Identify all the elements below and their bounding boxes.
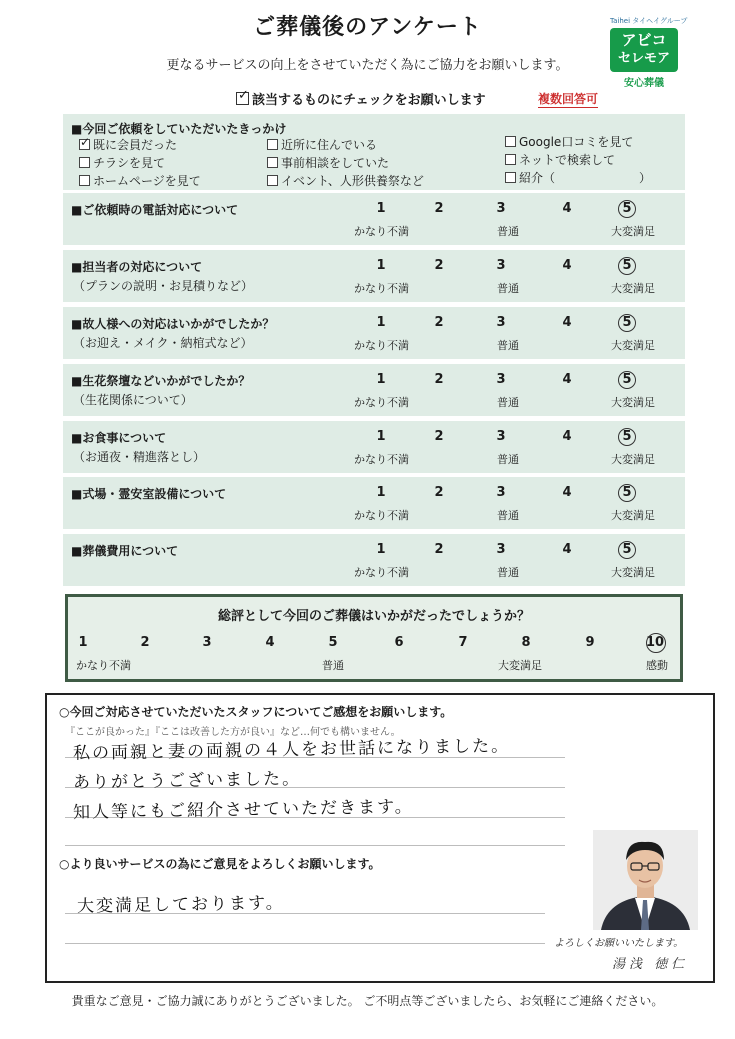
rating-subtitle: （生花関係について） [73,393,193,407]
scale-label-mid: 普通 [497,339,519,352]
selected-circle-icon [618,484,636,502]
question-staff-hint: 『ここが良かった』『ここは改善した方が良い』など…何でも構いません。 [65,727,401,738]
rating-option-2[interactable]: 2 [434,315,444,330]
staff-portrait-icon [593,830,698,930]
rating-option-5[interactable]: 5 [622,429,632,444]
instruction-text: 該当するものにチェックをお願いします [252,93,486,108]
rating-title: ■生花祭壇などいかがでしたか？ [71,374,251,388]
option-homepage[interactable] [79,172,201,189]
option-consult[interactable] [267,154,389,171]
handwritten-answer-line-1: 私の両親と妻の両親の４人をお世話になりました。 [72,736,511,764]
page-subtitle: 更なるサービスの向上をさせていただく為にご協力をお願いします。 [166,58,569,73]
answer-line [65,845,565,846]
checkbox[interactable] [267,157,278,168]
overall-label-mid: 普通 [322,659,344,672]
overall-option-5[interactable]: 5 [328,635,338,650]
rating-option-5[interactable]: 5 [622,315,632,330]
checkbox[interactable] [267,175,278,186]
rating-option-2[interactable]: 2 [434,429,444,444]
selected-circle-icon [618,257,636,275]
rating-option-1[interactable]: 1 [376,429,386,444]
overall-label-top: 感動 [646,659,668,672]
scale-label-mid: 普通 [497,509,519,522]
multi-answer-note: 複数回答可 [538,92,599,106]
company-logo [610,28,678,72]
option-member[interactable] [79,136,177,153]
rating-option-4[interactable]: 4 [562,372,572,387]
scale-label-high: 大変満足 [611,453,655,466]
option-label: 既に会員だった [93,138,178,152]
rating-option-5[interactable]: 5 [622,485,632,500]
rating-option-4[interactable]: 4 [562,258,572,273]
scale-label-low: かなり不満 [354,396,409,409]
rating-option-1[interactable]: 1 [376,485,386,500]
overall-option-7[interactable]: 7 [458,635,468,650]
rating-option-2[interactable]: 2 [434,542,444,557]
rating-title: ■お食事について [71,431,167,445]
overall-option-3[interactable]: 3 [202,635,212,650]
rating-option-4[interactable]: 4 [562,542,572,557]
rating-title: ■担当者の対応について [71,260,203,274]
handwritten-answer-line-3: 知人等にもご紹介させていただきます。 [72,797,414,823]
option-label: 近所に住んでいる [281,138,378,152]
scale-label-low: かなり不満 [354,225,409,238]
option-referral[interactable] [505,169,651,186]
rating-option-1[interactable]: 1 [376,315,386,330]
option-label: ホームページを見て [93,174,201,188]
rating-option-1[interactable]: 1 [376,542,386,557]
logo-brand: Taihei タイヘイグループ [610,17,688,25]
rating-row [63,477,685,529]
rating-option-5[interactable]: 5 [622,542,632,557]
scale-label-mid: 普通 [497,453,519,466]
scale-label-high: 大変満足 [611,339,655,352]
scale-label-mid: 普通 [497,282,519,295]
selected-circle-icon [646,633,666,653]
option-event[interactable] [267,172,424,189]
logo-line-1: アビコ [621,31,667,49]
question-feedback: ○より良いサービスの為にご意見をよろしくお願いします。 [59,857,381,871]
selected-circle-icon [618,314,636,332]
option-label: 紹介（ ） [519,171,652,185]
selected-circle-icon [618,200,636,218]
footer-note: 貴重なご意見・ご協力誠にありがとうございました。 ご不明点等ございましたら、お気軽にご連絡ください。 [71,994,664,1008]
handwritten-answer-line-2: ありがとうございました。 [72,769,302,793]
checkbox[interactable] [505,154,516,165]
instruction [236,89,486,108]
overall-option-6[interactable]: 6 [394,635,404,650]
checkbox[interactable] [505,172,516,183]
checkbox[interactable] [79,175,90,186]
page-title: ご葬儀後のアンケート [253,15,482,40]
option-flyer[interactable] [79,154,165,171]
staff-signature: 湯浅 徳仁 [612,957,689,972]
rating-row [63,364,685,416]
checkbox[interactable] [267,139,278,150]
selected-circle-icon [618,428,636,446]
logo-line-2: セレモア [617,51,670,66]
rating-option-1[interactable]: 1 [376,372,386,387]
overall-title: 総評として今回のご葬儀はいかがだったでしょうか？ [217,609,530,624]
overall-option-4[interactable]: 4 [265,635,275,650]
rating-option-2[interactable]: 2 [434,258,444,273]
rating-title: ■葬儀費用について [71,544,179,558]
selected-circle-icon [618,541,636,559]
reason-title: ■今回ご依頼をしていただいたきっかけ [71,122,287,136]
overall-option-1[interactable]: 1 [78,635,88,650]
rating-option-3[interactable]: 3 [496,372,506,387]
option-nearby[interactable] [267,136,377,153]
rating-option-2[interactable]: 2 [434,201,444,216]
scale-label-high: 大変満足 [611,282,655,295]
overall-section [65,594,683,682]
rating-row [63,250,685,302]
option-label: イベント、人形供養祭など [281,174,424,188]
scale-label-mid: 普通 [497,225,519,238]
rating-option-3[interactable]: 3 [496,315,506,330]
rating-option-5[interactable]: 5 [622,372,632,387]
scale-label-low: かなり不満 [354,509,409,522]
overall-option-2[interactable]: 2 [140,635,150,650]
overall-option-8[interactable]: 8 [521,635,531,650]
scale-label-high: 大変満足 [611,225,655,238]
rating-row [63,307,685,359]
rating-option-5[interactable]: 5 [622,201,632,216]
scale-label-low: かなり不満 [354,453,409,466]
staff-photo [593,830,698,930]
rating-option-5[interactable]: 5 [622,258,632,273]
option-label: Google口コミを見て [519,135,634,149]
overall-option-9[interactable]: 9 [585,635,595,650]
scale-label-low: かなり不満 [354,339,409,352]
rating-option-3[interactable]: 3 [496,258,506,273]
rating-row [63,421,685,473]
rating-option-4[interactable]: 4 [562,201,572,216]
checkbox[interactable] [79,157,90,168]
option-web-search[interactable] [505,151,615,168]
handwritten-answer-feedback: 大変満足しております。 [76,893,285,917]
scale-label-high: 大変満足 [611,396,655,409]
option-label: チラシを見て [93,156,166,170]
selected-circle-icon [618,371,636,389]
rating-row [63,193,685,245]
closing-note: よろしくお願いいたします。 [554,938,684,949]
rating-title: ■ご依頼時の電話対応について [71,203,239,217]
scale-label-high: 大変満足 [611,509,655,522]
rating-option-1[interactable]: 1 [376,258,386,273]
option-label: ネットで検索して [519,153,616,167]
overall-label-low: かなり不満 [76,659,131,672]
rating-option-2[interactable]: 2 [434,372,444,387]
rating-row [63,534,685,586]
rating-option-3[interactable]: 3 [496,542,506,557]
logo-subtitle: 安心葬儀 [624,78,664,89]
rating-title: ■式場・霊安室設備について [71,487,227,501]
comment-box [45,693,715,983]
scale-label-low: かなり不満 [354,566,409,579]
rating-option-4[interactable]: 4 [562,429,572,444]
checkbox-icon: ✓ [238,88,249,103]
scale-label-high: 大変満足 [611,566,655,579]
rating-option-2[interactable]: 2 [434,485,444,500]
rating-option-4[interactable]: 4 [562,315,572,330]
option-label: 事前相談をしていた [281,156,390,170]
checkbox[interactable] [505,136,516,147]
reason-section [63,114,685,190]
rating-option-3[interactable]: 3 [496,201,506,216]
rating-option-3[interactable]: 3 [496,485,506,500]
rating-option-3[interactable]: 3 [496,429,506,444]
overall-option-10[interactable]: 10 [645,635,665,650]
option-google[interactable] [505,133,633,150]
overall-label-high: 大変満足 [498,659,542,672]
checkbox[interactable]: ✓ [80,135,91,149]
rating-subtitle: （お迎え・メイク・納棺式など） [73,336,253,350]
scale-label-mid: 普通 [497,566,519,579]
scale-label-low: かなり不満 [354,282,409,295]
rating-option-4[interactable]: 4 [562,485,572,500]
rating-subtitle: （お通夜・精進落とし） [73,450,206,464]
rating-option-1[interactable]: 1 [376,201,386,216]
rating-subtitle: （プランの説明・お見積りなど） [73,279,254,293]
rating-title: ■故人様への対応はいかがでしたか？ [71,317,275,331]
question-staff: ○今回ご対応させていただいたスタッフについてご感想をお願いします。 [59,705,453,719]
answer-line [65,943,545,944]
scale-label-mid: 普通 [497,396,519,409]
